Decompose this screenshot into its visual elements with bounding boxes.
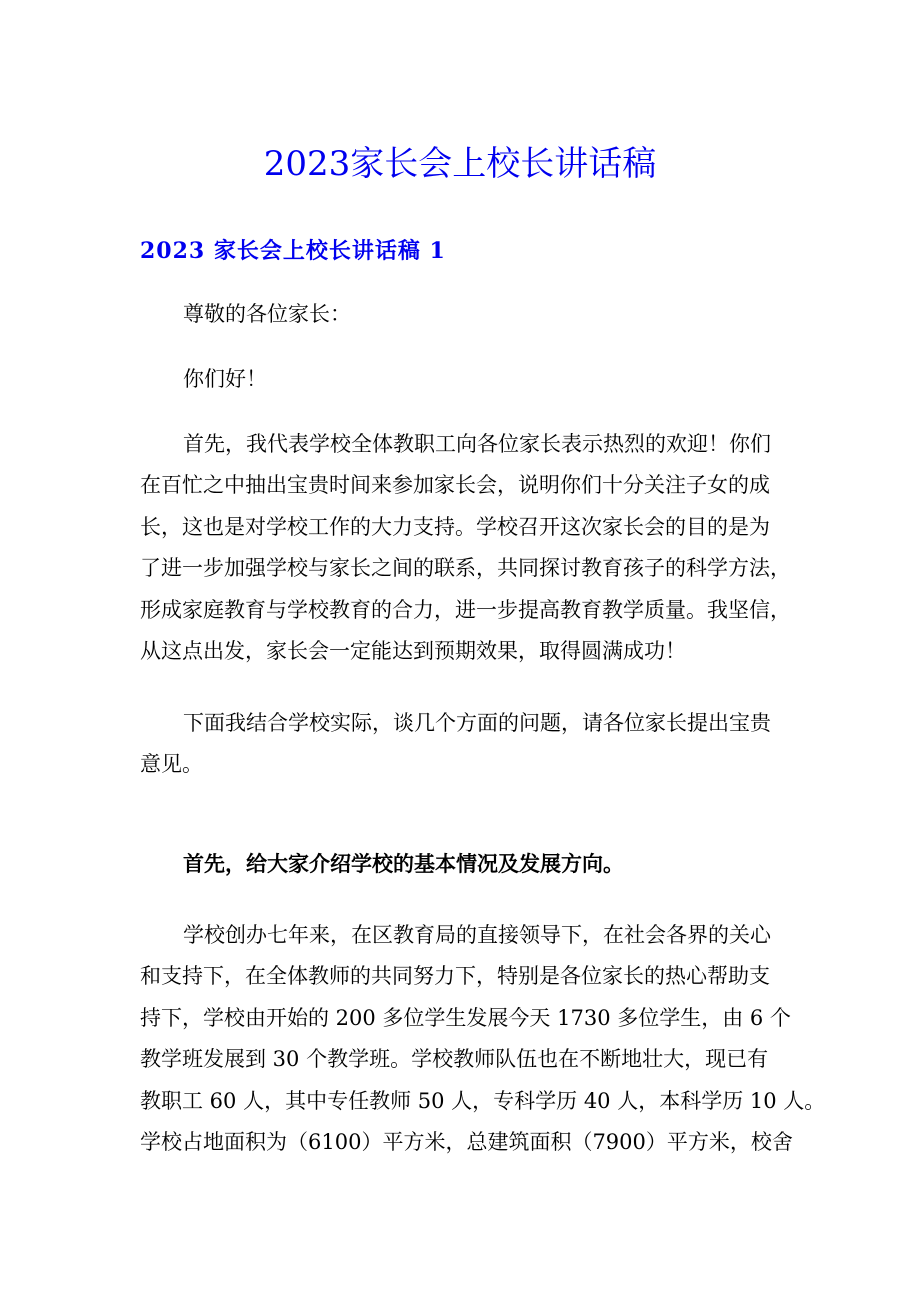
text-line: 教学班发展到 30 个教学班。学校教师队伍也在不断地壮大，现已有 bbox=[140, 1047, 769, 1072]
section-heading: 2023 家长会上校长讲话稿 1 bbox=[140, 238, 446, 264]
text-line: 下面我结合学校实际，谈几个方面的问题，请各位家长提出宝贵 bbox=[183, 711, 771, 735]
paragraph-welcome bbox=[140, 424, 790, 672]
paragraph-school-info bbox=[140, 915, 826, 1163]
text-line: 形成家庭教育与学校教育的合力，进一步提高教育教学质量。我坚信， bbox=[140, 597, 791, 622]
text-line: 首先，我代表学校全体教职工向各位家长表示热烈的欢迎！你们 bbox=[183, 432, 771, 456]
text-line: 了进一步加强学校与家长之间的联系，共同探讨教育孩子的科学方法， bbox=[140, 556, 791, 581]
text-line: 尊敬的各位家长： bbox=[183, 302, 351, 326]
salutation bbox=[140, 294, 790, 335]
text-line: 长，这也是对学校工作的大力支持。学校召开这次家长会的目的是为 bbox=[140, 514, 770, 539]
text-line: 你们好！ bbox=[183, 367, 267, 391]
greeting bbox=[140, 359, 790, 400]
text-line: 学校占地面积为（6100）平方米，总建筑面积（7900）平方米，校舍 bbox=[140, 1129, 793, 1154]
document-title: 2023家长会上校长讲话稿 bbox=[263, 144, 657, 184]
text-line: 学校创办七年来，在区教育局的直接领导下，在社会各界的关心 bbox=[183, 923, 771, 947]
subheading bbox=[140, 843, 790, 884]
text-line: 在百忙之中抽出宝贵时间来参加家长会，说明你们十分关注子女的成 bbox=[140, 473, 770, 498]
text-line: 从这点出发，家长会一定能达到预期效果，取得圆满成功！ bbox=[140, 638, 686, 663]
text-line: 和支持下，在全体教师的共同努力下，特别是各位家长的热心帮助支 bbox=[140, 964, 770, 989]
paragraph-intro bbox=[140, 703, 790, 786]
text-line: 意见。 bbox=[140, 752, 203, 777]
text-line: 首先，给大家介绍学校的基本情况及发展方向。 bbox=[183, 851, 624, 876]
text-line: 教职工 60 人，其中专任教师 50 人，专科学历 40 人，本科学历 10 人。 bbox=[140, 1088, 826, 1113]
text-line: 持下，学校由开始的 200 多位学生发展今天 1730 多位学生，由 6 个 bbox=[140, 1005, 791, 1030]
